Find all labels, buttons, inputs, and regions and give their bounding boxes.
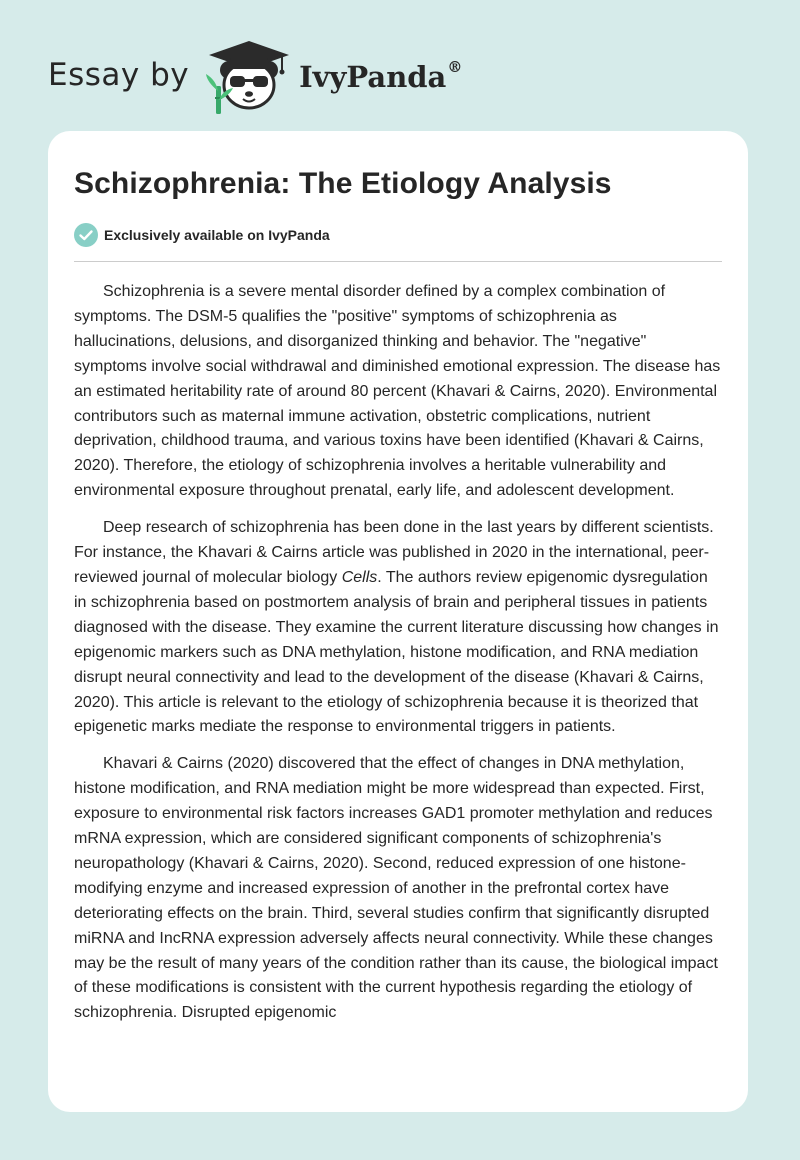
brand-prefix: Essay by <box>48 57 190 93</box>
site-header <box>48 36 462 116</box>
registered-mark: ® <box>447 58 463 76</box>
essay-paragraph: Schizophrenia is a severe mental disorder defined by a complex combination of symptoms. The DSM-5 qualifies the "positive" symptoms of schizophrenia as hallucinations, delusions, and disorganized thinking and behavior. The "negative" symptoms involve social withdrawal and diminished emotional expression. The disease has an estimated heritability rate of around 80 percent (Khavari & Cairns, 2020). Environmental contributors such as maternal immune activation, obstetric complications, nutrient deprivation, childhood trauma, and various toxins have been identified (Khavari & Cairns, 2020). Therefore, the etiology of schizophrenia involves a heritable vulnerability and environmental exposure throughout prenatal, early life, and adolescent development. <box>74 283 721 500</box>
essay-body <box>74 280 722 1038</box>
essay-title: Schizophrenia: The Etiology Analysis <box>74 167 612 200</box>
title-divider <box>74 261 722 262</box>
panda-graduate-icon[interactable] <box>203 36 295 116</box>
essay-paragraph: Khavari & Cairns (2020) discovered that the effect of changes in DNA methylation, histone modification, and RNA mediation might be more widespread than expected. First, exposure to environmental risk factors increases GAD1 promoter methylation and reduces mRNA expression, which are considered significant components of schizophrenia's neuropathology (Khavari & Cairns, 2020). Second, reduced expression of one histone-modifying enzyme and increased expression of another in the prefrontal cortex have deteriorating effects on the brain. Third, several studies confirm that significantly disrupted miRNA and IncRNA expression adversely affects neural connectivity. While these changes may be the result of many years of the condition rather than its cause, the biological impact of these modifications is consistent with the current hypothesis regarding the etiology of schizophrenia. Disrupted epigenomic <box>74 755 718 1022</box>
brand-name[interactable]: IvyPanda® <box>299 58 463 94</box>
journal-name: Cells <box>341 568 378 586</box>
exclusive-badge <box>74 223 330 247</box>
exclusive-badge-label: Exclusively available on IvyPanda <box>104 227 330 243</box>
essay-paragraph: Deep research of schizophrenia has been done in the last years by different scientists. For instance, the Khavari & Cairns article was published in 2020 in the international, peer-reviewed journal of molecular biology Cells. The authors review epigenomic dysregulation in schizophrenia based on postmortem analysis of brain and peripheral tissues in patients diagnosed with the disease. They examine the current literature discussing how changes in epigenomic markers such as DNA methylation, histone modification, and RNA mediation disrupt neural connectivity and lead to the development of the disease (Khavari & Cairns, 2020). This article is relevant to the etiology of schizophrenia because it is theorized that epigenetic marks mediate the response to environmental triggers in patients. <box>74 519 719 736</box>
essay-card <box>48 131 748 1112</box>
check-circle-icon <box>74 223 98 247</box>
